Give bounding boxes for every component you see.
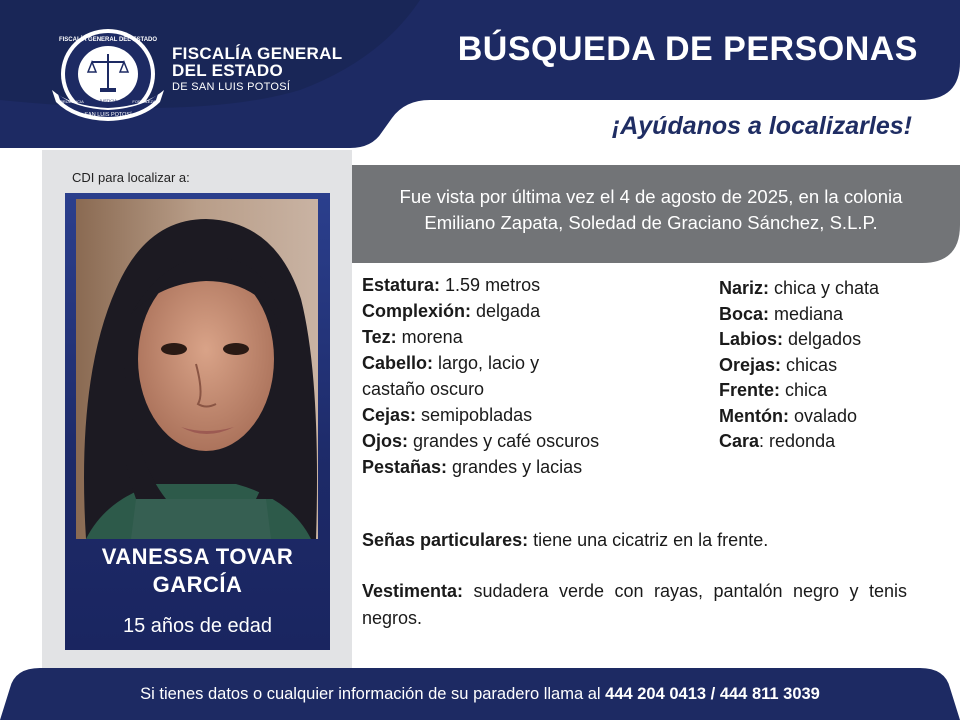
org-line-1: FISCALÍA GENERAL <box>172 44 343 63</box>
svg-text:SAN LUIS POTOSÍ: SAN LUIS POTOSÍ <box>84 112 132 118</box>
feature-row: Pestañas: grandes y lacias <box>362 457 583 477</box>
features-left-column <box>362 272 599 480</box>
feature-row: Labios: delgados <box>719 329 862 349</box>
feature-row: Ojos: grandes y café oscuros <box>362 431 600 451</box>
features-right-column <box>719 276 879 455</box>
person-name-line-1: VANESSA TOVAR <box>101 544 294 569</box>
person-name-line-2: GARCÍA <box>152 572 243 597</box>
distinguishing-marks-label: Señas particulares: <box>362 530 529 550</box>
svg-text:PRUDENCIA: PRUDENCIA <box>60 99 84 104</box>
last-seen-text <box>352 184 950 236</box>
distinguishing-marks <box>362 530 768 551</box>
feature-row: Estatura: 1.59 metros <box>362 275 541 295</box>
last-seen-line-1: Fue vista por última vez el 4 de agosto de 2025, en la colonia <box>399 186 903 207</box>
feature-row: Complexión: delgada <box>362 301 541 321</box>
last-seen-banner <box>352 165 960 263</box>
contact-info <box>0 685 960 704</box>
feature-row: Cara: redonda <box>719 431 836 451</box>
feature-row: Boca: mediana <box>719 303 844 324</box>
feature-row: castaño oscuro <box>362 379 485 399</box>
feature-row: Cejas: semipobladas <box>362 405 533 425</box>
person-age: 15 años de edad <box>122 615 273 637</box>
feature-row: Cabello: largo, lacio y <box>362 353 540 373</box>
person-name <box>65 543 330 599</box>
org-line-3: DE SAN LUIS POTOSÍ <box>172 81 291 93</box>
feature-row: Orejas: chicas <box>719 354 838 375</box>
last-seen-line-2: Emiliano Zapata, Soledad de Graciano Sánchez, S.L.P. <box>424 212 878 233</box>
clothing-description <box>362 578 907 632</box>
feature-row: Mentón: ovalado <box>719 405 858 426</box>
clothing-label: Vestimenta: <box>362 581 464 601</box>
distinguishing-marks-value: tiene una cicatriz en la frente. <box>528 530 769 550</box>
feature-row: Frente: chica <box>719 380 828 400</box>
fiscalia-seal-logo <box>50 26 166 126</box>
page-title: BÚSQUEDA DE PERSONAS <box>457 30 918 68</box>
cdi-label: CDI para localizar a: <box>72 170 190 185</box>
svg-text:JUSTICIA: JUSTICIA <box>99 98 117 103</box>
svg-text:FISCALÍA GENERAL DEL ESTADO: FISCALÍA GENERAL DEL ESTADO <box>58 37 158 43</box>
svg-text:FORTALEZA: FORTALEZA <box>132 99 156 104</box>
clothing-value: sudadera verde con rayas, pantalón negro y tenis negros. <box>362 581 907 628</box>
feature-row: Nariz: chica y chata <box>719 278 880 298</box>
contact-text: Si tienes datos o cualquier información de su paradero llama al <box>140 685 606 703</box>
feature-row: Tez: morena <box>362 327 463 347</box>
contact-phones: 444 204 0413 / 444 811 3039 <box>605 685 820 703</box>
org-line-2: DEL ESTADO <box>172 61 283 80</box>
organization-name <box>172 45 342 96</box>
person-photo <box>76 199 318 539</box>
slogan: ¡Ayúdanos a localizarles! <box>611 112 912 140</box>
